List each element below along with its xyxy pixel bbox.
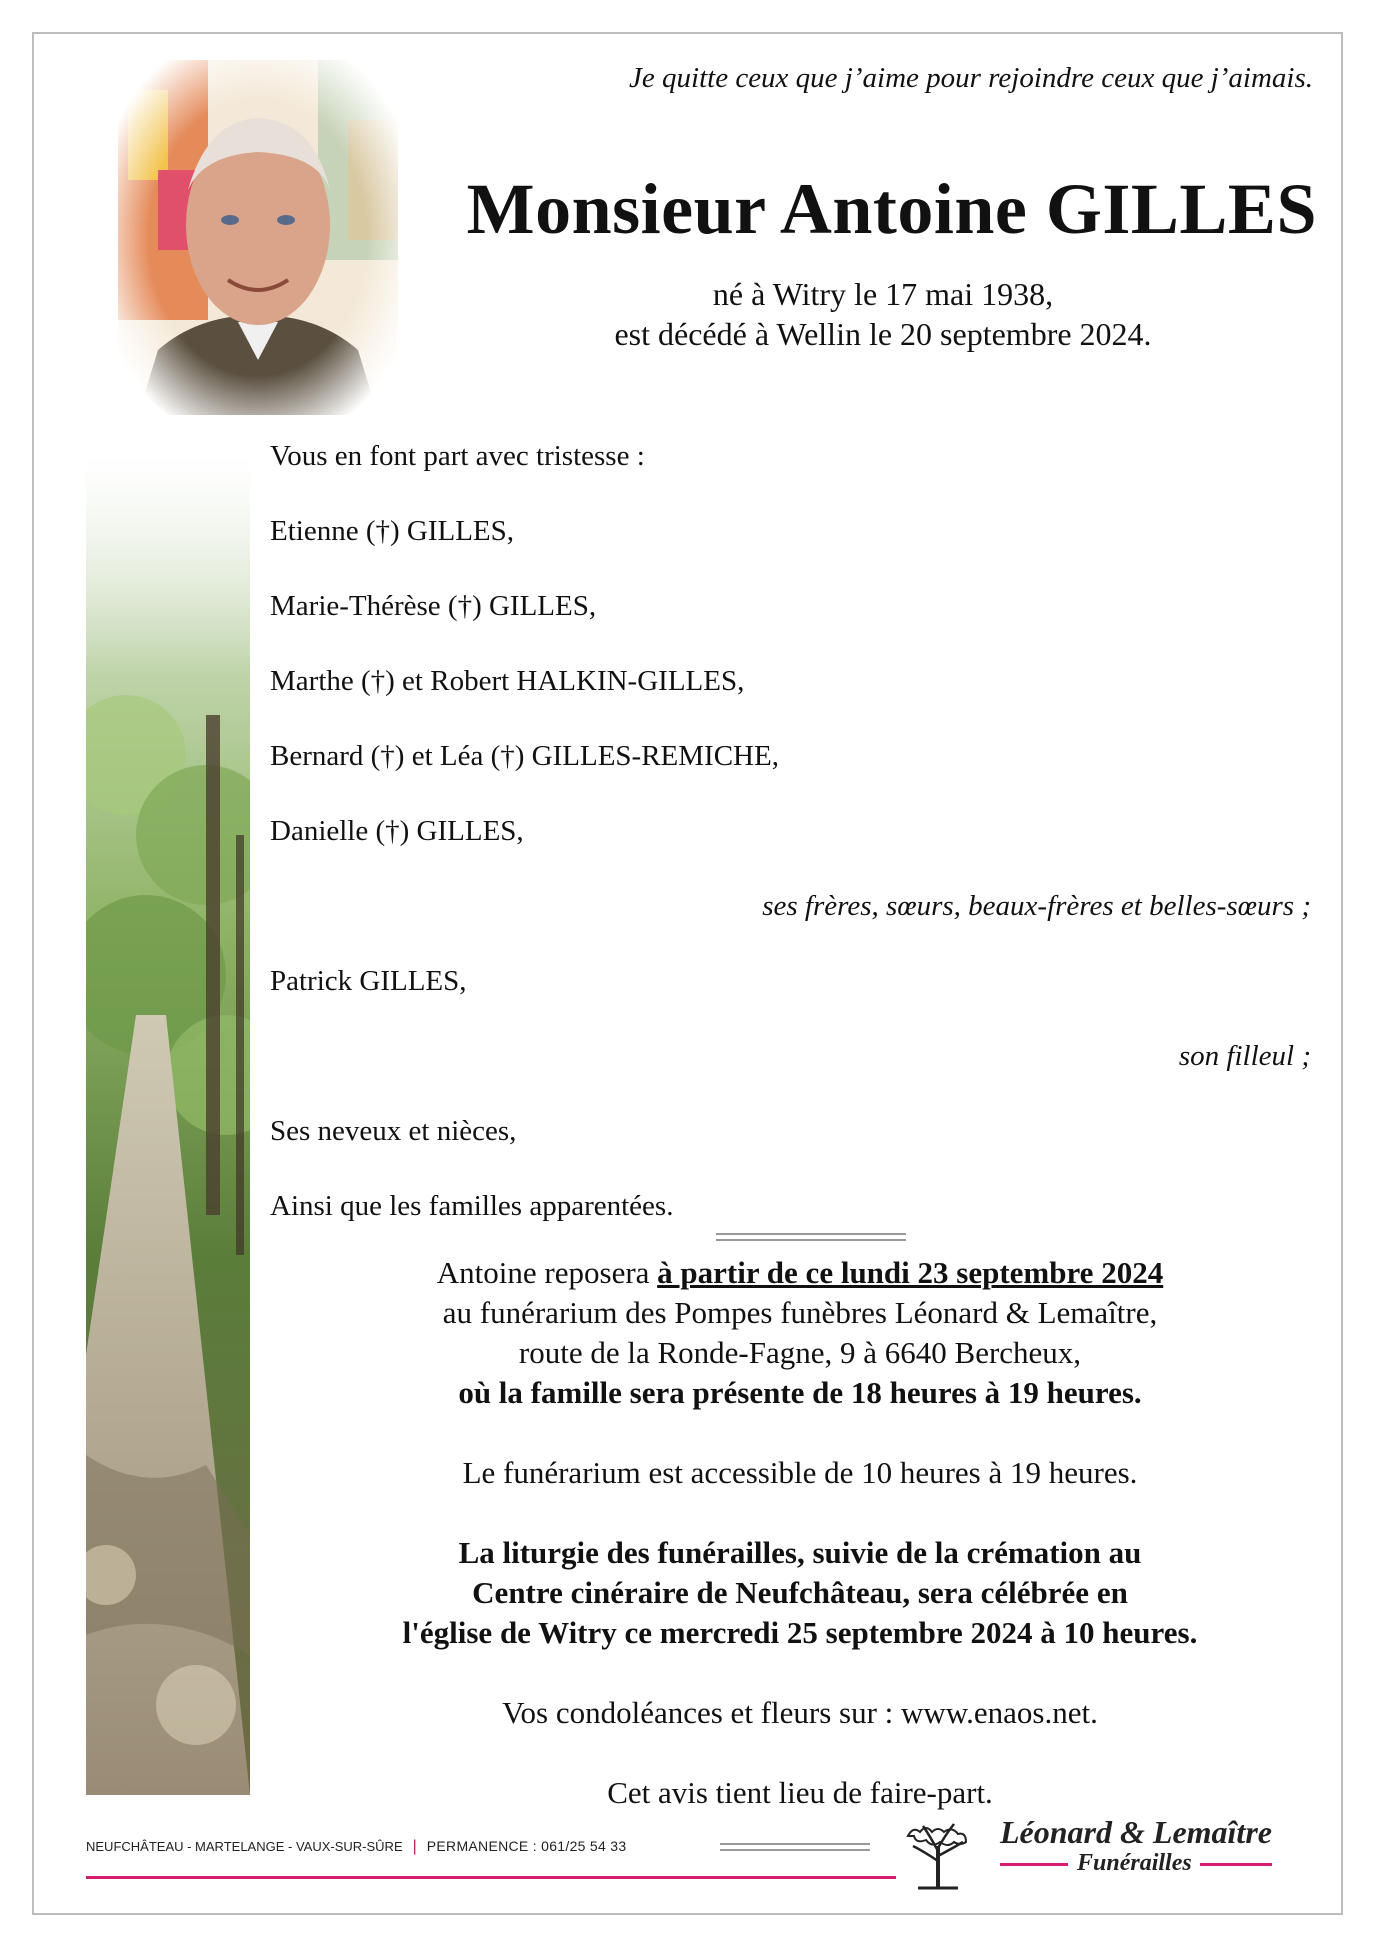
visitation-date: à partir de ce lundi 23 septembre 2024: [657, 1255, 1164, 1290]
family-member: Danielle (†) GILLES,: [270, 815, 524, 847]
tree-logo-icon: [888, 1806, 988, 1890]
godson-note: son filleul ;: [1178, 1040, 1311, 1072]
siblings-note: ses frères, sœurs, beaux-frères et belles-sœurs ;: [762, 890, 1311, 922]
visitation-line-4: où la famille sera présente de 18 heures à 19 heures.: [458, 1375, 1142, 1410]
footer-permanence: PERMANENCE : 061/25 54 33: [426, 1838, 627, 1854]
footer-locations: NEUFCHÂTEAU - MARTELANGE - VAUX-SUR-SÛRE: [86, 1839, 403, 1854]
visitation-line-1: [300, 1255, 1300, 1291]
divider-double-line: [716, 1233, 906, 1241]
forest-path-image: [86, 455, 250, 1795]
visitation-text: Antoine reposera: [436, 1255, 658, 1290]
family-member: Bernard (†) et Léa (†) GILLES-REMICHE,: [270, 740, 779, 772]
access-hours: Le funérarium est accessible de 10 heures à 19 heures.: [462, 1455, 1138, 1490]
visitation-line-3: route de la Ronde-Fagne, 9 à 6640 Bercheux,: [518, 1335, 1082, 1370]
intro-line: Vous en font part avec tristesse :: [270, 440, 645, 472]
condolences-line: Vos condoléances et fleurs sur : www.enaos.net.: [502, 1695, 1098, 1730]
footer-separator: |: [412, 1838, 417, 1855]
liturgy-line-3: l'église de Witry ce mercredi 25 septembre 2024 à 10 heures.: [402, 1615, 1198, 1650]
footer-double-line: [720, 1843, 870, 1851]
brand-name: Léonard & Lemaître: [1000, 1814, 1272, 1850]
portrait-photo: [118, 60, 398, 415]
nephews-line: Ses neveux et nièces,: [270, 1115, 517, 1147]
family-member: Etienne (†) GILLES,: [270, 515, 515, 547]
families-line: Ainsi que les familles apparentées.: [270, 1190, 674, 1222]
family-member: Marie-Thérèse (†) GILLES,: [270, 590, 597, 622]
epitaph-quote: Je quitte ceux que j’aime pour rejoindre ceux que j’aimais.: [629, 62, 1313, 94]
godson-name: Patrick GILLES,: [270, 965, 467, 997]
liturgy-line-1: La liturgie des funérailles, suivie de la crémation au: [458, 1535, 1142, 1570]
liturgy-line-2: Centre cinéraire de Neufchâteau, sera célébrée en: [472, 1575, 1128, 1610]
brand-pink-line-a: [1000, 1863, 1068, 1866]
birth-line: né à Witry le 17 mai 1938,: [712, 276, 1054, 312]
brand-pink-line-b: [1200, 1863, 1272, 1866]
footer-pink-line-left: [86, 1876, 896, 1879]
brand-subtitle: Funérailles: [1077, 1850, 1192, 1876]
notice-line: Cet avis tient lieu de faire-part.: [607, 1775, 993, 1810]
family-member: Marthe (†) et Robert HALKIN-GILLES,: [270, 665, 745, 697]
deceased-name: Monsieur Antoine GILLES: [466, 169, 1317, 249]
visitation-line-2: au funérarium des Pompes funèbres Léonard & Lemaître,: [442, 1295, 1158, 1330]
death-line: est décédé à Wellin le 20 septembre 2024.: [614, 316, 1152, 352]
footer-info: [86, 1838, 626, 1856]
